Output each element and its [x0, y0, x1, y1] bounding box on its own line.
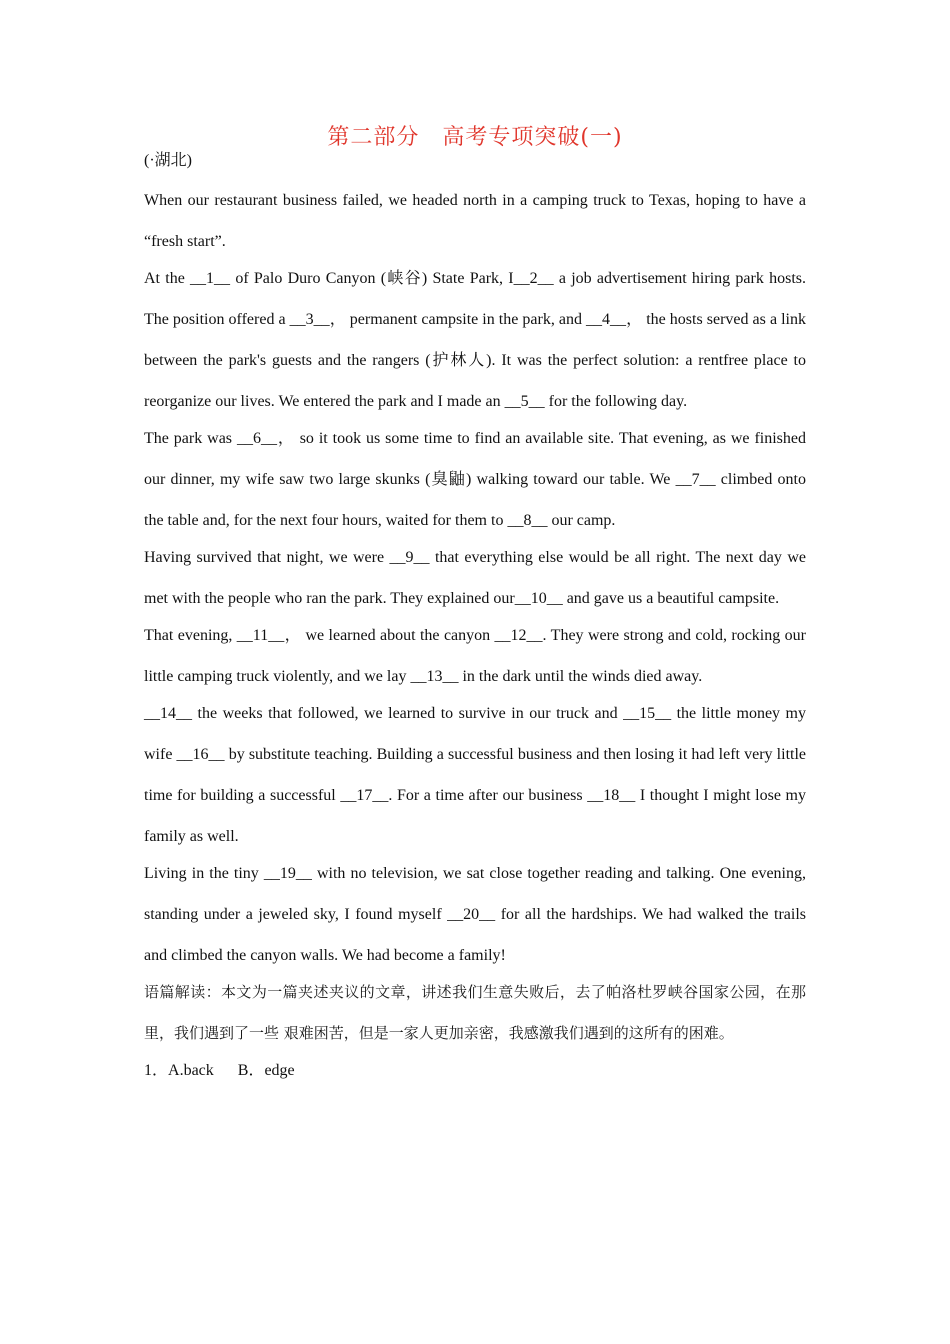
paragraph: The park was __6__， so it took us some time to find an available site. That evening, as we finished our dinner, my wife saw two large skunks (臭鼬) walking toward our table. We __7__ climbed onto the table and, for the next four hours, waited for them to __8__ our camp.: [144, 430, 806, 529]
option-a: A.back: [168, 1062, 214, 1079]
paragraph: __14__ the weeks that followed, we learned to survive in our truck and __15__ the little money my wife __16__ by substitute teaching. Building a successful business and then losing it had left very little time for building a successful __17__. For a time after our business __18__ I thought I might lose my family as well.: [144, 705, 806, 845]
question-1: [144, 1050, 806, 1091]
passage-analysis: 语篇解读：本文为一篇夹述夹议的文章，讲述我们生意失败后，去了帕洛杜罗峡谷国家公园，在那里，我们遇到了一些 艰难困苦，但是一家人更加亲密，我感激我们遇到的这所有的困难。: [144, 983, 806, 1042]
paragraph: Living in the tiny __19__ with no television, we sat close together reading and talking. One evening, standing under a jeweled sky, I found myself __20__ for all the hardships. We had walked the trails and climbed the canyon walls. We had become a family!: [144, 865, 806, 964]
paragraph: That evening, __11__， we learned about the canyon __12__. They were strong and cold, rocking our little camping truck violently, and we lay __13__ in the dark until the winds died away.: [144, 627, 806, 685]
option-b: B．edge: [237, 1062, 295, 1079]
page-title: 第二部分 高考专项突破(一): [327, 125, 623, 150]
passage: [144, 180, 806, 1091]
paragraph: Having survived that night, we were __9__ that everything else would be all right. The next day we met with the people who ran the park. They explained our__10__ and gave us a beautiful campsite.: [144, 549, 806, 607]
source-label: (·湖北): [144, 152, 192, 169]
paragraph: When our restaurant business failed, we headed north in a camping truck to Texas, hoping to have a “fresh start”.: [144, 192, 806, 250]
question-number: 1．: [144, 1062, 169, 1079]
paragraph: At the __1__ of Palo Duro Canyon (峡谷) State Park, I__2__ a job advertisement hiring park hosts. The position offered a __3__， permanent campsite in the park, and __4__， the hosts served as a link between the park's guests and the rangers (护林人). It was the perfect solution: a rentfree place to reorganize our lives. We entered the park and I made an __5__ for the following day.: [144, 270, 806, 410]
